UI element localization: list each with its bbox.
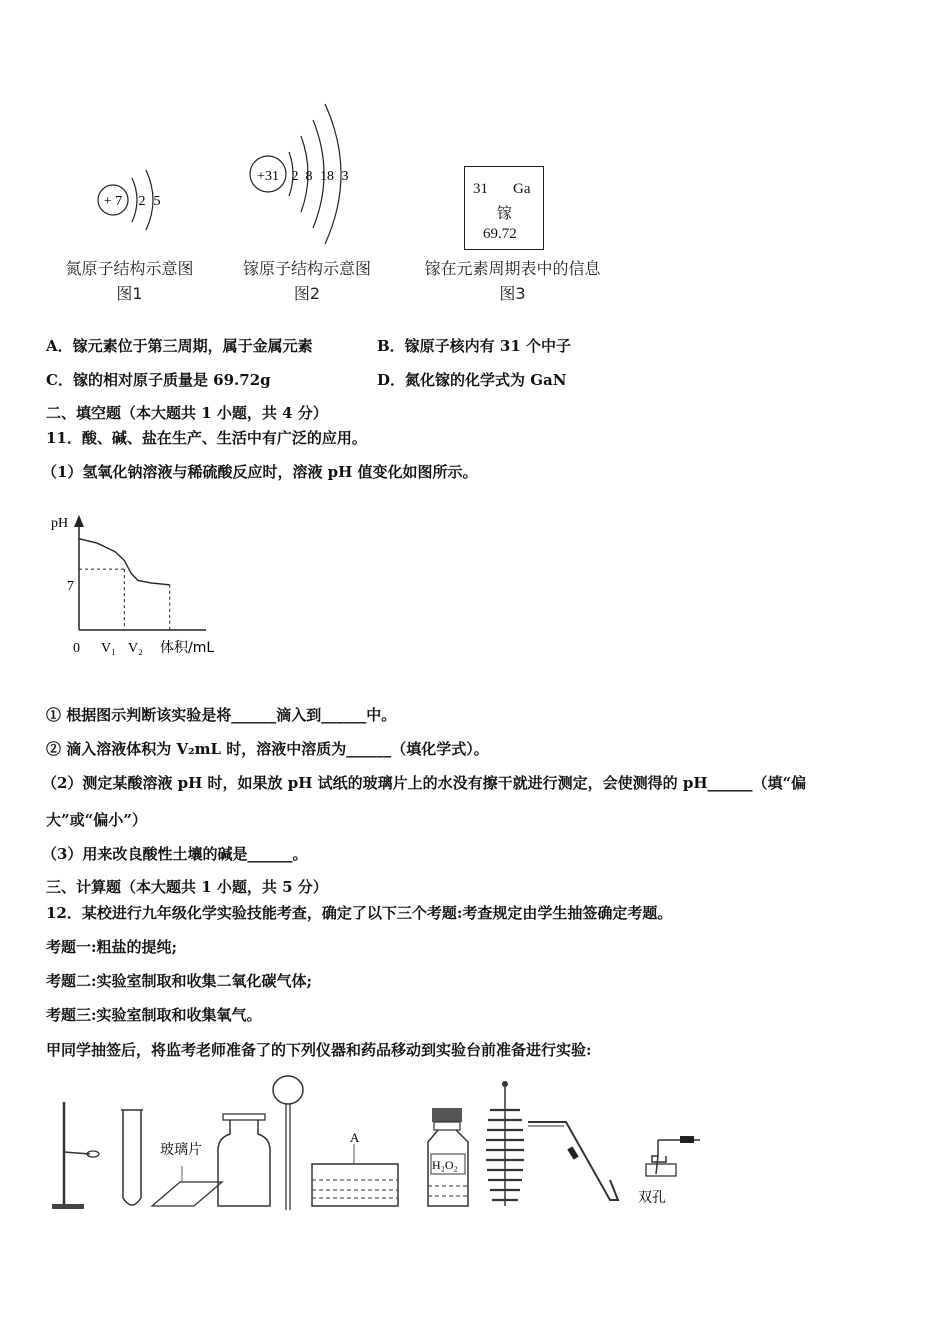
- gallium-shell-4: 3: [341, 169, 349, 184]
- apparatus-row: [40, 1070, 720, 1220]
- y-axis-arrow: [74, 515, 84, 527]
- section-3-heading: 三、计算题（本大题共 1 小题，共 5 分）: [46, 878, 328, 896]
- q12-topic-2: 考题二:实验室制取和收集二氧化碳气体;: [46, 972, 313, 990]
- q11-stem: 11．酸、碱、盐在生产、生活中有广泛的应用。: [46, 429, 367, 447]
- option-c: C．镓的相对原子质量是 69.72g: [46, 371, 271, 389]
- y-tick-7: 7: [67, 579, 74, 594]
- test-tube-brush-icon: [486, 1081, 524, 1206]
- option-d: D．氮化镓的化学式为 GaN: [377, 371, 567, 389]
- reagent-bottle-icon: [428, 1108, 468, 1206]
- test-tube-icon: [121, 1110, 143, 1205]
- x-axis-label: 体积/mL: [160, 640, 215, 656]
- figure1-label: 图1: [116, 284, 143, 303]
- nitrogen-nucleus: + 7: [103, 194, 123, 209]
- periodic-table-cell: [464, 166, 544, 250]
- element-symbol: Ga: [513, 181, 531, 197]
- option-b: B．镓原子核内有 31 个中子: [377, 337, 571, 355]
- y-axis-label: pH: [51, 516, 69, 531]
- trough-label: A: [350, 1130, 360, 1145]
- section-2-heading: 二、填空题（本大题共 1 小题，共 4 分）: [46, 404, 328, 422]
- figure2-caption: 镓原子结构示意图: [242, 259, 371, 278]
- reagent-bottle-label: H₂O₂: [432, 1158, 458, 1172]
- nitrogen-shell-2: 5: [153, 194, 161, 209]
- iron-stand-icon: [52, 1102, 99, 1209]
- bent-glass-tube-icon: [528, 1122, 618, 1200]
- option-a: A．镓元素位于第三周期，属于金属元素: [46, 337, 313, 355]
- q12-topic-1: 考题一:粗盐的提纯;: [46, 938, 178, 956]
- gallium-shell-2: 8: [305, 169, 313, 184]
- atomic-mass: 69.72: [483, 226, 517, 242]
- q11-part2-line2: 大”或“偏小”）: [46, 811, 147, 829]
- q11-sub1: ① 根据图示判断该实验是将______滴入到______中。: [46, 706, 397, 724]
- glass-slide-label: 玻璃片: [160, 1142, 202, 1158]
- rubber-stopper-icon: [646, 1136, 700, 1176]
- gallium-nucleus: +31: [257, 169, 279, 184]
- separatory-funnel-icon: [273, 1076, 303, 1210]
- nitrogen-atom-diagram: [90, 160, 180, 240]
- x-tick-0: 0: [73, 641, 80, 656]
- water-trough-icon: [312, 1144, 398, 1206]
- glass-slide-icon: [152, 1166, 222, 1206]
- gas-bottle-icon: [218, 1114, 270, 1206]
- ph-chart: [46, 505, 226, 665]
- nitrogen-shell-1: 2: [138, 194, 146, 209]
- figure1-caption: 氮原子结构示意图: [65, 259, 194, 278]
- atomic-number: 31: [473, 181, 488, 197]
- q11-part2-line1: （2）测定某酸溶液 pH 时，如果放 pH 试纸的玻璃片上的水没有擦干就进行测定，会使测得的 pH______（填“偏: [42, 774, 807, 792]
- stopper-label: 双孔: [638, 1190, 666, 1206]
- gallium-shell-3: 18: [320, 169, 334, 184]
- q12-topic-3: 考题三:实验室制取和收集氧气。: [46, 1006, 262, 1024]
- element-name: 镓: [497, 204, 513, 222]
- x-tick-v2: V₂: [128, 641, 143, 656]
- x-tick-v1: V₁: [101, 641, 116, 656]
- q11-sub2: ② 滴入溶液体积为 V₂mL 时，溶液中溶质为______（填化学式）。: [46, 740, 489, 758]
- q12-stem: 12．某校进行九年级化学实验技能考查，确定了以下三个考题:考查规定由学生抽签确定考题。: [46, 904, 673, 922]
- q11-part3: （3）用来改良酸性土壤的碱是______。: [42, 845, 308, 863]
- gallium-shell-1: 2: [291, 169, 299, 184]
- gallium-atom-diagram: [245, 100, 365, 250]
- figure2-label: 图2: [293, 284, 321, 303]
- q12-intro: 甲同学抽签后，将监考老师准备了的下列仪器和药品移动到实验台前准备进行实验:: [46, 1041, 592, 1059]
- figure3-label: 图3: [499, 284, 526, 303]
- q11-part1: （1）氢氧化钠溶液与稀硫酸反应时，溶液 pH 值变化如图所示。: [42, 463, 478, 481]
- figure3-caption: 镓在元素周期表中的信息: [424, 259, 601, 278]
